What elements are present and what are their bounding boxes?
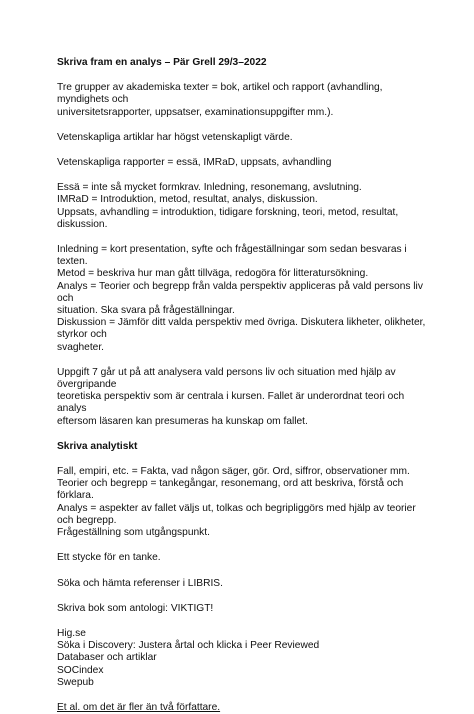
task-line: teoretiska perspektiv som är centrala i kursen. Fallet är underordnat teori och analys <box>57 391 405 415</box>
section-line: Inledning = kort presentation, syfte och frågeställningar som sedan besvaras i texten. <box>57 244 407 268</box>
page-title: Skriva fram en analys – Pär Grell 29/3–2022 <box>57 57 267 68</box>
intro-line: Tre grupper av akademiska texter = bok, artikel och rapport (avhandling, myndighets och <box>57 82 383 106</box>
analytic-line: Frågeställning som utgångspunkt. <box>57 527 210 539</box>
section-line: situation. Ska svara på frågeställningar. <box>57 305 235 317</box>
analytic-line: Teorier och begrepp = tankegångar, resonemang, ord att beskriva, förstå och förklara. <box>57 478 404 502</box>
task-line: eftersom läsaren kan presumeras ha kunskap om fallet. <box>57 415 308 427</box>
resource-line: SOCindex <box>57 664 104 676</box>
analytic-line: Fall, empiri, etc. = Fakta, vad någon säger, gör. Ord, siffror, observationer mm. <box>57 466 410 478</box>
section-line: Analys = Teorier och begrepp från valda perspektiv appliceras på vald persons liv och <box>57 280 423 304</box>
reports-line: Vetenskapliga rapporter = essä, IMRaD, uppsats, avhandling <box>57 157 332 169</box>
section-line: Metod = beskriva hur man gått tillväga, redogöra för litteratursökning. <box>57 268 369 280</box>
resource-line: Databaser och artiklar <box>57 652 157 664</box>
resource-line: Hig.se <box>57 627 86 639</box>
analytic-line: Analys = aspekter av fallet väljs ut, tolkas och begripliggörs med hjälp av teorier och begrepp. <box>57 502 416 526</box>
intro-line: universitetsrapporter, uppsatser, examinationsuppgifter mm.). <box>57 106 334 118</box>
type-line: Uppsats, avhandling = introduktion, tidigare forskning, teori, metod, resultat, diskussion. <box>57 206 399 230</box>
articles-line: Vetenskapliga artiklar har högst vetenskapligt värde. <box>57 131 293 143</box>
section-line: svagheter. <box>57 341 105 353</box>
etal-note: Et al. om det är fler än två författare. <box>57 701 221 713</box>
section-line: Diskussion = Jämför ditt valda perspektiv med övriga. Diskutera likheter, olikheter, styrkor och <box>57 317 426 341</box>
document-body <box>57 57 427 714</box>
type-line: IMRaD = Introduktion, metod, resultat, analys, diskussion. <box>57 194 318 206</box>
paragraph-note: Ett stycke för en tanke. <box>57 552 161 564</box>
type-line: Essä = inte så mycket formkrav. Inledning, resonemang, avslutning. <box>57 182 362 194</box>
anthology-note: Skriva bok som antologi: VIKTIGT! <box>57 602 214 614</box>
resource-line: Swepub <box>57 676 94 688</box>
libris-note: Söka och hämta referenser i LIBRIS. <box>57 577 223 589</box>
resource-line: Söka i Discovery: Justera årtal och klicka i Peer Reviewed <box>57 640 320 652</box>
task-line: Uppgift 7 går ut på att analysera vald persons liv och situation med hjälp av övergripande <box>57 366 396 391</box>
section-heading: Skriva analytiskt <box>57 440 138 452</box>
